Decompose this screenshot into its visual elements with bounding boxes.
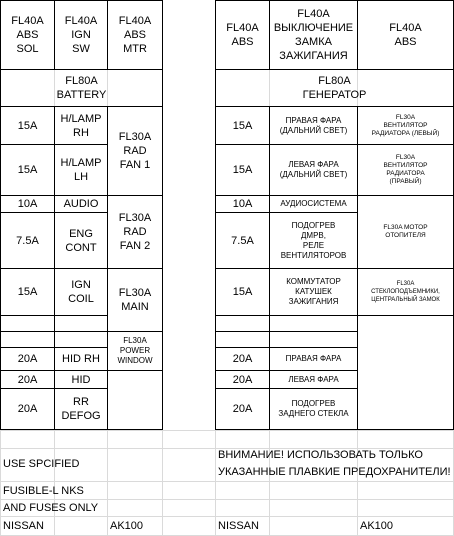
fuse-name-label: ПРАВАЯ ФАРА bbox=[285, 354, 342, 363]
fuse-name-label: ПОДОГРЕВ ЗАДНЕГО СТЕКЛА bbox=[278, 399, 349, 418]
empty-cell bbox=[107, 370, 163, 430]
amp-label: 7.5A bbox=[231, 234, 254, 247]
fuse-name bbox=[54, 212, 108, 269]
fuse-label: FL40A IGN SW bbox=[64, 15, 98, 55]
fuse-amp bbox=[215, 106, 270, 145]
fuse-amp bbox=[0, 347, 55, 371]
empty-cell bbox=[54, 315, 108, 332]
warning-text: ВНИМАНИЕ! ИСПОЛЬЗОВАТЬ ТОЛЬКО bbox=[218, 449, 423, 461]
fuse-label: FL80A BATTERY bbox=[56, 75, 107, 101]
model-text: AK100 bbox=[110, 520, 144, 532]
empty-cell bbox=[0, 331, 55, 348]
fuse-label: FL30A ВЕНТИЛЯТОР РАДИАТОРА (ПРАВЫЙ) bbox=[383, 154, 428, 185]
fuse-fl40a-ignition-switch bbox=[269, 0, 358, 70]
fuse-fl40a-ign-sw bbox=[54, 0, 108, 70]
fuse-name bbox=[269, 195, 358, 213]
fuse-label: FL80A ГЕНЕРАТОР bbox=[302, 75, 367, 101]
fuse-fl40a-abs-motor bbox=[357, 0, 454, 70]
fuse-name-label: IGN COIL bbox=[68, 279, 94, 305]
fuse-label: FL30A СТЕКЛОПОДЪЕМНИКИ, ЦЕНТРАЛЬНЫЙ ЗАМОК bbox=[371, 281, 440, 303]
model-text: AK100 bbox=[360, 520, 394, 532]
notice-line bbox=[0, 482, 200, 499]
fuse-label: FL40A ВЫКЛЮЧЕНИЕ ЗАМКА ЗАЖИГАНИЯ bbox=[273, 8, 354, 62]
fuse-name bbox=[54, 347, 108, 371]
notice-text: AND FUSES ONLY bbox=[3, 502, 99, 514]
empty-cell bbox=[215, 331, 270, 348]
amp-label: 20A bbox=[17, 403, 38, 415]
empty-cell bbox=[269, 315, 358, 332]
model-label bbox=[107, 517, 167, 535]
amp-label: 10A bbox=[17, 198, 38, 210]
fuse-label: FL30A RAD FAN 2 bbox=[118, 212, 152, 252]
fuse-name bbox=[54, 370, 108, 389]
fuse-label: FL40A ABS MTR bbox=[118, 15, 152, 55]
brand-label bbox=[0, 517, 100, 535]
fuse-amp bbox=[215, 268, 270, 316]
fuse-name-label: RR DEFOG bbox=[61, 396, 101, 422]
fuse-amp bbox=[215, 144, 270, 196]
warning-line bbox=[215, 446, 454, 464]
fuse-name-label: ЛЕВАЯ ФАРА bbox=[288, 374, 339, 384]
fuse-amp bbox=[215, 212, 270, 269]
fuse-name-label: ПРАВАЯ ФАРА (ДАЛЬНИЙ СВЕТ) bbox=[279, 115, 348, 135]
fuse-label: FL30A MAIN bbox=[118, 287, 152, 313]
fuse-name bbox=[269, 144, 358, 196]
fuse-fl30a-power-window bbox=[107, 331, 163, 371]
brand-text: NISSAN bbox=[3, 520, 44, 532]
warning-text: УКАЗАННЫЕ ПЛАВКИЕ ПРЕДОХРАНИТЕЛИ! bbox=[218, 466, 451, 478]
warning-line bbox=[215, 463, 454, 481]
fuse-name bbox=[269, 388, 358, 430]
fuse-name-label: HID RH bbox=[62, 353, 100, 365]
amp-label: 20A bbox=[17, 353, 38, 365]
fuse-name bbox=[54, 106, 108, 145]
fuse-label: FL40A ABS SOL bbox=[11, 15, 44, 55]
empty-cell bbox=[54, 331, 108, 348]
model-label bbox=[357, 517, 417, 535]
fuse-amp bbox=[0, 195, 55, 213]
fuse-fl30a-main bbox=[107, 268, 163, 332]
fuse-fl30a-rad-fan-1 bbox=[107, 106, 163, 196]
amp-label: 15A bbox=[17, 119, 38, 132]
fuse-label: FL40A ABS bbox=[389, 22, 422, 48]
fuse-amp bbox=[0, 268, 55, 316]
brand-text: NISSAN bbox=[218, 520, 259, 532]
amp-label: 20A bbox=[232, 403, 253, 415]
fuse-amp bbox=[215, 370, 270, 389]
fuse-name-label: HID bbox=[71, 373, 91, 386]
amp-label: 20A bbox=[232, 353, 253, 365]
fuse-label: FL40A ABS bbox=[226, 22, 259, 48]
notice-line bbox=[0, 500, 200, 516]
amp-label: 20A bbox=[232, 373, 253, 386]
fuse-fl30a-radiator-fan-left bbox=[357, 106, 454, 145]
fuse-name bbox=[54, 388, 108, 430]
fuse-name-label: H/LAMP LH bbox=[60, 157, 102, 183]
fuse-label: FL30A RAD FAN 1 bbox=[118, 131, 152, 171]
amp-label: 10A bbox=[232, 198, 253, 210]
fuse-name bbox=[54, 195, 108, 213]
notice-line bbox=[0, 455, 200, 473]
fuse-fl80a-generator bbox=[215, 69, 454, 107]
fuse-fl80a-battery bbox=[0, 69, 163, 107]
amp-label: 15A bbox=[232, 286, 253, 298]
fuse-name-label: AUDIO bbox=[63, 198, 99, 210]
fuse-name bbox=[269, 370, 358, 389]
fuse-amp bbox=[215, 347, 270, 371]
fuse-name bbox=[269, 268, 358, 316]
fuse-amp bbox=[0, 144, 55, 196]
amp-label: 7.5A bbox=[16, 234, 39, 247]
fuse-name-label: ENG CONT bbox=[65, 227, 97, 254]
amp-label: 15A bbox=[232, 164, 253, 176]
amp-label: 15A bbox=[17, 286, 38, 298]
fuse-amp bbox=[0, 388, 55, 430]
amp-label: 15A bbox=[232, 119, 253, 132]
fuse-name-label: H/LAMP RH bbox=[60, 112, 102, 139]
fuse-name bbox=[54, 268, 108, 316]
amp-label: 20A bbox=[17, 373, 38, 386]
fuse-name-label: ПОДОГРЕВ ДМРВ, РЕЛЕ ВЕНТИЛЯТОРОВ bbox=[280, 220, 347, 260]
fuse-name bbox=[269, 106, 358, 145]
fuse-name bbox=[269, 347, 358, 371]
fuse-amp bbox=[215, 195, 270, 213]
empty-cell bbox=[215, 315, 270, 332]
fuse-fl40a-abs-sol bbox=[0, 0, 55, 70]
fuse-label: FL30A ВЕНТИЛЯТОР РАДИАТОРА (ЛЕВЫЙ) bbox=[371, 113, 440, 137]
fuse-amp bbox=[0, 370, 55, 389]
fuse-name-label: КОММУТАТОР КАТУШЕК ЗАЖИГАНИЯ bbox=[286, 277, 341, 306]
notice-text: FUSIBLE-L NKS bbox=[3, 484, 84, 497]
fuse-fl30a-rad-fan-2 bbox=[107, 195, 163, 269]
empty-cell bbox=[269, 331, 358, 348]
empty-cell bbox=[0, 315, 55, 332]
fuse-fl40a-abs-mtr bbox=[107, 0, 163, 70]
notice-text: USE SPCIFIED bbox=[3, 458, 80, 470]
empty-cell bbox=[357, 315, 454, 430]
fuse-label: FL30A МОТОР ОТОПИТЕЛЯ bbox=[383, 224, 428, 239]
fuse-label: FL30A POWER WINDOW bbox=[117, 336, 153, 365]
brand-label bbox=[215, 517, 315, 535]
fuse-name bbox=[54, 144, 108, 196]
amp-label: 15A bbox=[17, 164, 38, 176]
fuse-fl30a-windows-central-lock bbox=[357, 268, 454, 316]
fuse-name-label: АУДИОСИСТЕМА bbox=[280, 199, 347, 208]
fuse-fl30a-heater-motor bbox=[357, 195, 454, 269]
fuse-amp bbox=[215, 388, 270, 430]
fuse-name bbox=[269, 212, 358, 269]
fuse-fl40a-abs bbox=[215, 0, 270, 70]
fuse-name-label: ЛЕВАЯ ФАРА (ДАЛЬНИЙ СВЕТ) bbox=[279, 160, 348, 179]
fuse-fl30a-radiator-fan-right bbox=[357, 144, 454, 196]
fuse-amp bbox=[0, 106, 55, 145]
fuse-amp bbox=[0, 212, 55, 269]
